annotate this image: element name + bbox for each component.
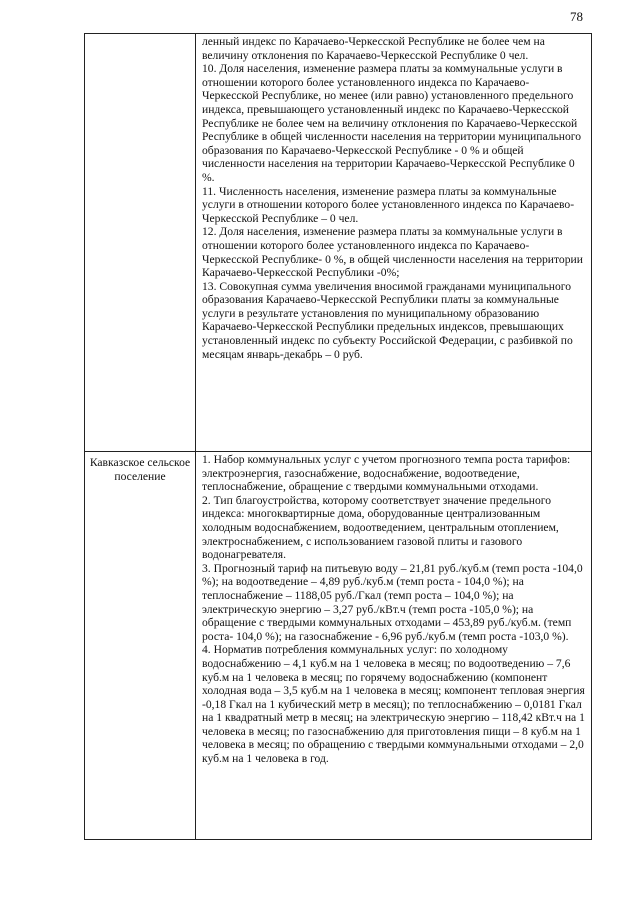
- table-row: [85, 34, 592, 452]
- municipality-indicators-table: [84, 33, 592, 840]
- municipality-name-cell: Кавказское сельское поселение: [85, 452, 196, 840]
- indicator-paragraph: 12. Доля населения, изменение размера платы за коммунальные услуги в отношении которого более установленного индекса по Карачаево-Черкесской Республике- 0 %, в общей численности населения на территории Карачаево-Черкесской Республики -0%;: [202, 225, 583, 280]
- indicator-paragraph: 11. Численность населения, изменение размера платы за коммунальные услуги в отношении которого более установленного индекса по Карачаево-Черкесской Республике – 0 чел.: [202, 184, 575, 225]
- indicator-paragraph: 2. Тип благоустройства, которому соответствует значение предельного индекса: многоквартирные дома, оборудованные централизованным холодным водоснабжением, водоотведением, центральным отоплением, электроснабжением, с использованием газовой плиты и газового водонагревателя.: [202, 493, 559, 562]
- page-number: 78: [570, 9, 583, 24]
- municipality-name-cell: [85, 34, 196, 452]
- indicator-paragraph: 13. Совокупная сумма увеличения вносимой гражданами муниципального образования Карачаево-Черкесской Республики платы за коммунальные услуги в результате установления по муниципальному образованию Карачаево-Черкесской Республики предельных индексов, превышающих установленный индекс по субъекту Российской Федерации, с разбивкой по месяцам январь-декабрь – 0 руб.: [202, 279, 573, 361]
- indicator-paragraph: 1. Набор коммунальных услуг с учетом прогнозного темпа роста тарифов: электроэнергия, газоснабжение, водоснабжение, водоотведение, теплоснабжение, обращение с твердыми коммунальными отходами.: [202, 453, 571, 494]
- table-row: [85, 452, 592, 840]
- indicator-paragraph: 3. Прогнозный тариф на питьевую воду – 21,81 руб./куб.м (темп роста -104,0 %); на водоотведение – 4,89 руб./куб.м (темп роста - 104,0 %); на теплоснабжение – 1188,05 руб./Гкал (темп роста – 104,0 %); на электрическую энергию – 3,27 руб./кВт.ч (темп роста -105,0 %); на обращение с твердыми коммунальных отходами – 453,89 руб./куб.м. (темп роста- 104,0 %); на газоснабжение - 6,96 руб./куб.м (темп роста -103,0 %).: [202, 561, 583, 643]
- indicators-cell: [196, 34, 592, 452]
- indicator-paragraph: ленный индекс по Карачаево-Черкесской Республике не более чем на величину отклонения по Карачаево-Черкесской Республике 0 чел.: [202, 35, 545, 62]
- indicator-paragraph: 4. Норматив потребления коммунальных услуг: по холодному водоснабжению – 4,1 куб.м на 1 человека в месяц; по водоотведению – 7,6 куб.м на 1 человека в месяц; по горячему водоснабжению (компонент холодная вода – 3,5 куб.м на 1 человека в месяц; компонент тепловая энергия -0,18 Гкал на 1 кубический метр в месяц); по теплоснабжению – 0,0181 Гкал на 1 квадратный метр в месяц; на электрическую энергию – 118,42 кВт.ч на 1 человека в месяц; по газоснабжению для приготовления пищи – 8 куб.м на 1 человека в месяц; по обращению с твердыми коммунальными отходами – 2,0 куб.м на 1 человека в год.: [202, 643, 585, 766]
- indicators-cell: [196, 452, 592, 840]
- indicator-paragraph: 10. Доля населения, изменение размера платы за коммунальные услуги в отношении которого более установленного индекса по Карачаево-Черкесской Республике, но менее (или равно) установленного предельного индекса, превышающего установленный индекс по Карачаево-Черкесской Республике не более чем на величину отклонения по Карачаево-Черкесской Республике в общей численности населения на территории муниципального образования по Карачаево-Черкесской Республике - 0 % и общей численности населения на территории Карачаево-Черкесской Республике 0 %.: [202, 62, 582, 184]
